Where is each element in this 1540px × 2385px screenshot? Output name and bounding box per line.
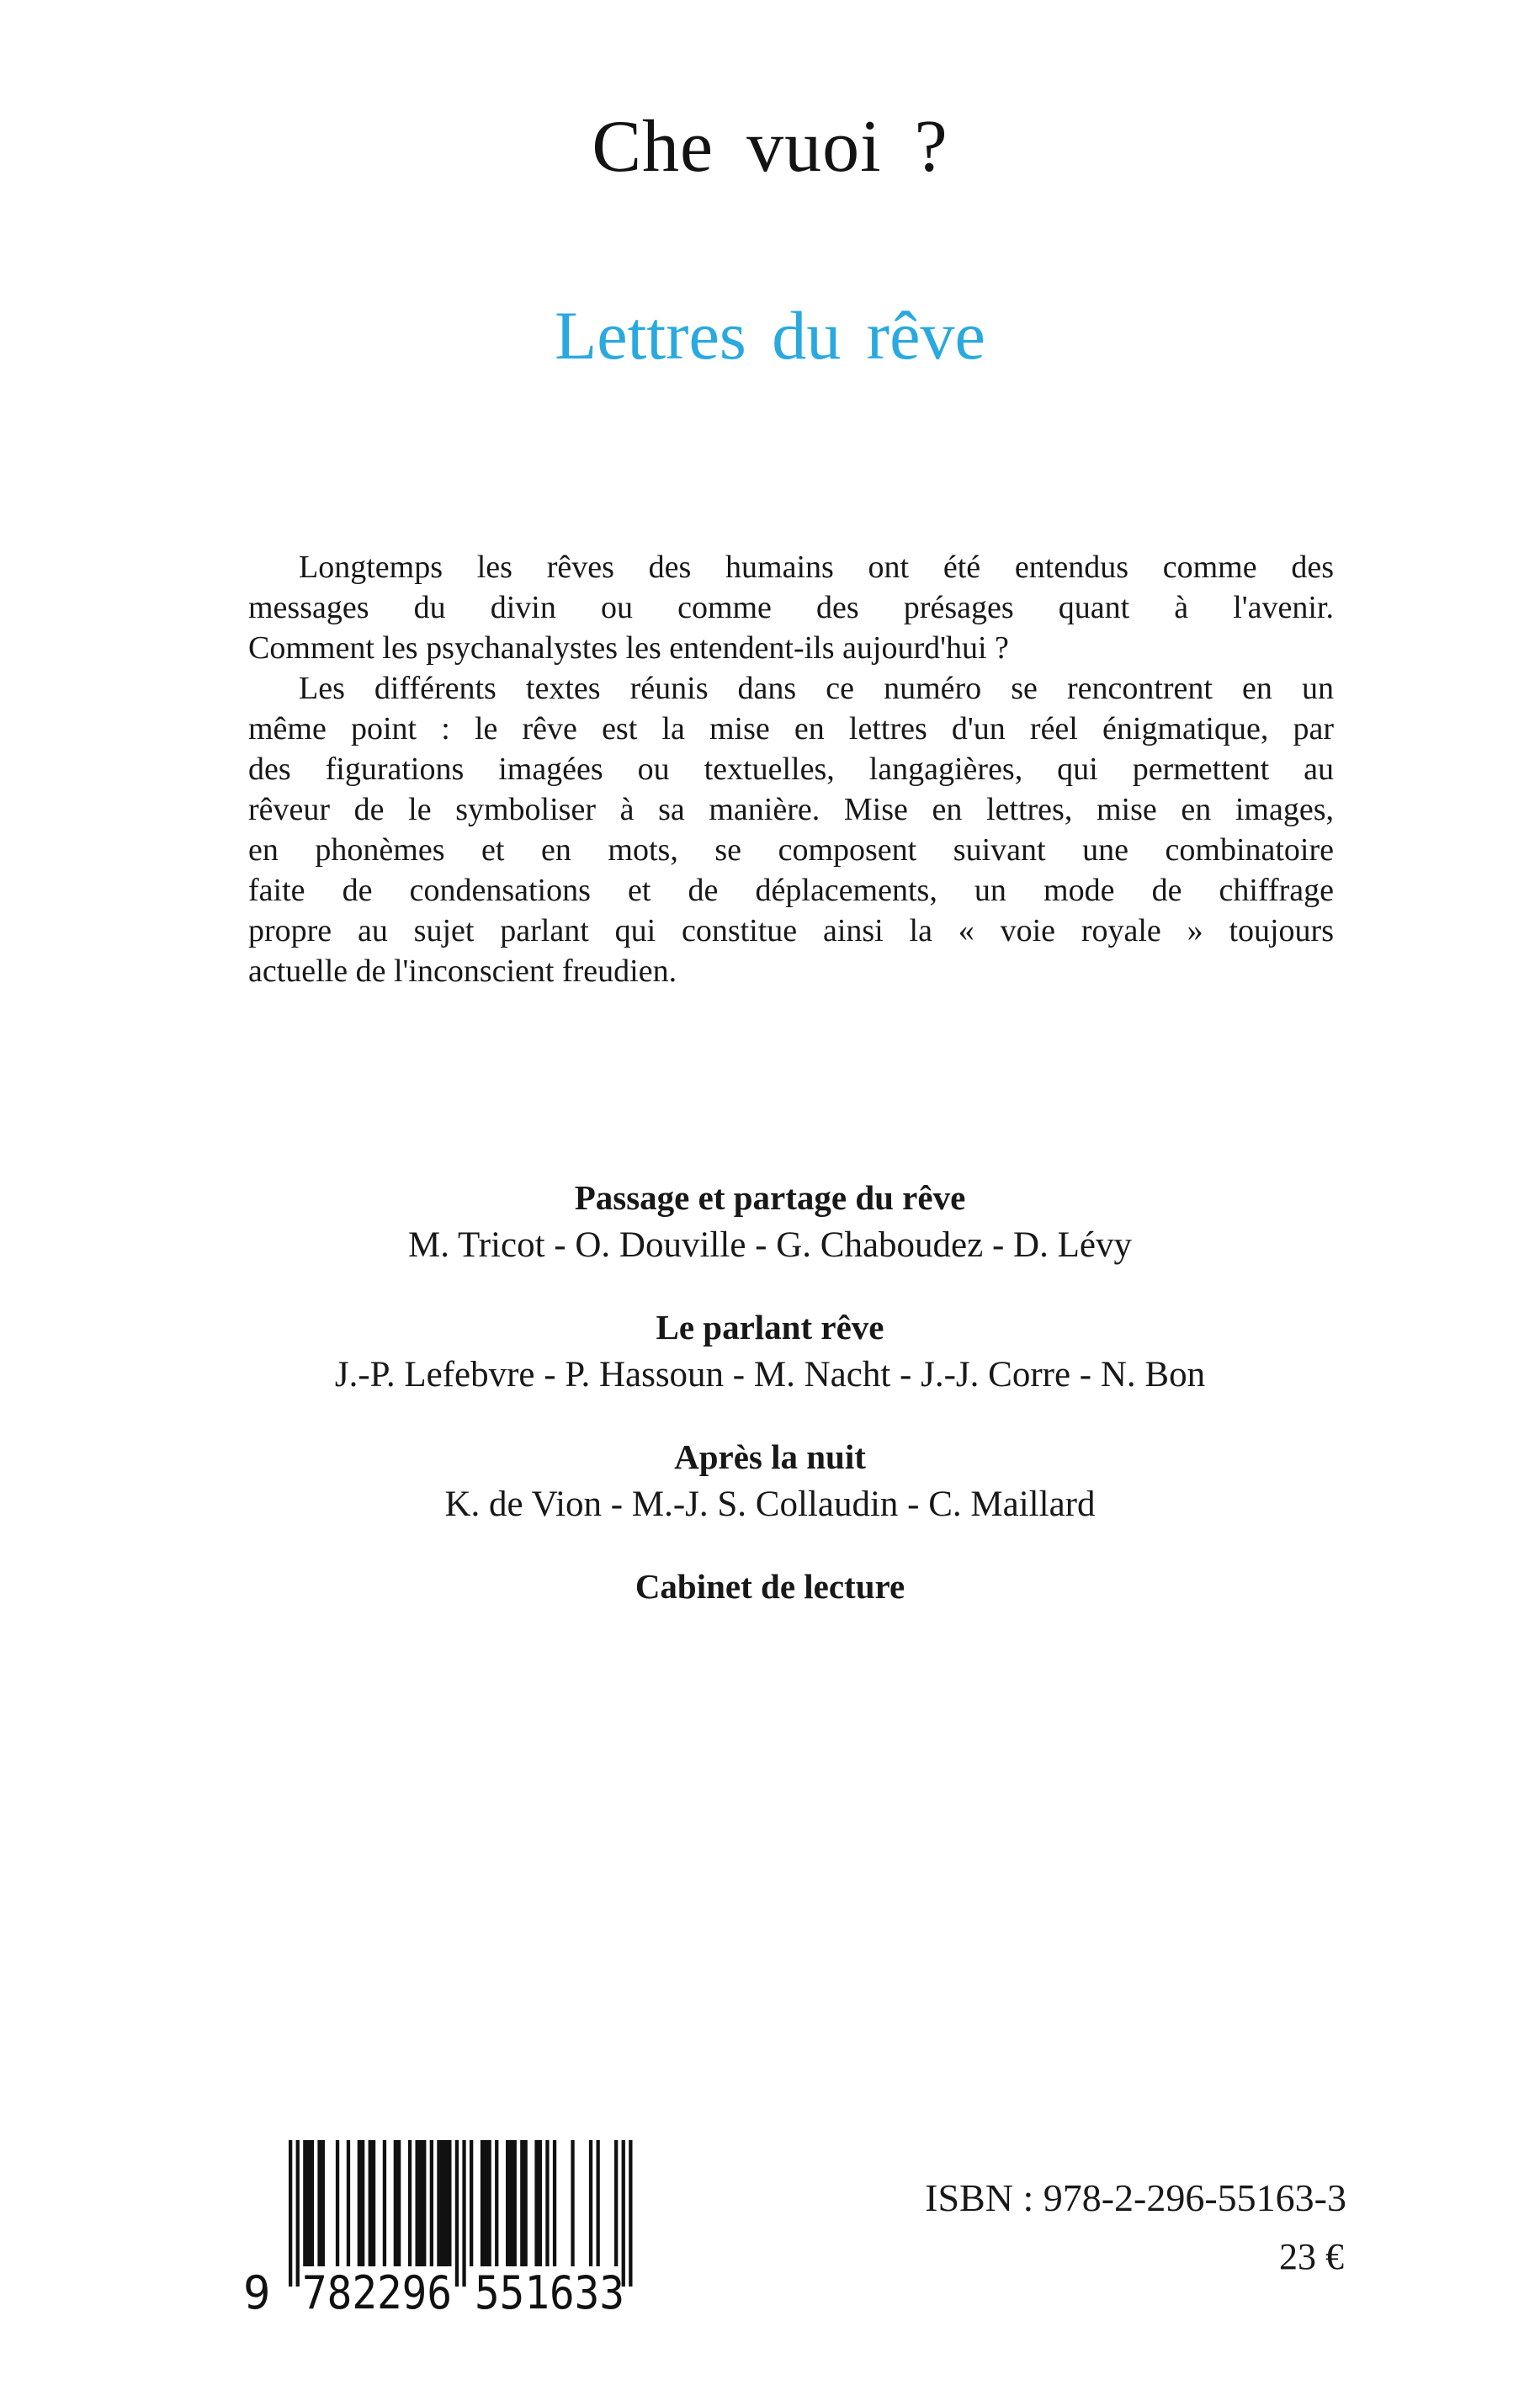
body-text-line: Comment les psychanalystes les entendent-ils aujourd'hui ? bbox=[248, 630, 1009, 666]
book-subtitle: Lettres du rêve bbox=[555, 297, 985, 374]
barcode-bar bbox=[462, 2140, 465, 2287]
contents-section bbox=[0, 1433, 1540, 1529]
body-text-line: rêveur de le symboliser à sa manière. Mise en lettres, mise en images, bbox=[248, 792, 1334, 827]
barcode-bar bbox=[358, 2140, 365, 2266]
body-text-line: messages du divin ou comme des présages quant à l'avenir. bbox=[248, 590, 1334, 625]
body-text-line: propre au sujet parlant qui constitue ainsi la « voie royale » toujours bbox=[248, 913, 1334, 948]
barcode-bar bbox=[520, 2140, 528, 2266]
barcode-bar bbox=[408, 2140, 412, 2266]
barcode-bar bbox=[289, 2140, 292, 2287]
barcode-bar bbox=[622, 2140, 625, 2287]
isbn-text: ISBN : 978-2-296-55163-3 bbox=[925, 2176, 1346, 2219]
barcode-bar bbox=[416, 2140, 427, 2266]
body-text-line: Longtemps les rêves des humains ont été entendus comme des bbox=[299, 550, 1334, 585]
barcode-bar bbox=[614, 2140, 618, 2266]
section-authors: K. de Vion - M.-J. S. Collaudin - C. Maillard bbox=[444, 1485, 1096, 1524]
price-text: 23 € bbox=[1279, 2236, 1344, 2277]
barcode-bar bbox=[430, 2140, 433, 2266]
barcode-bar bbox=[597, 2140, 600, 2266]
body-text-line: même point : le rêve est la mise en lettres d'un réel énigmatique, par bbox=[248, 711, 1334, 746]
contents-section bbox=[0, 1563, 1540, 1610]
contents-section bbox=[0, 1174, 1540, 1270]
barcode-bar bbox=[383, 2140, 386, 2266]
barcode-bar bbox=[455, 2140, 459, 2287]
body-text-line: faite de condensations et de déplacements, un mode de chiffrage bbox=[248, 873, 1334, 908]
contents-section bbox=[0, 1304, 1540, 1400]
section-authors: J.-P. Lefebvre - P. Hassoun - M. Nacht - J.-J. Corre - N. Bon bbox=[334, 1355, 1206, 1394]
barcode-svg bbox=[242, 2140, 645, 2315]
barcode-bar bbox=[296, 2140, 300, 2287]
barcode-bar bbox=[629, 2140, 632, 2287]
section-authors: M. Tricot - O. Douville - G. Chaboudez - D. Lévy bbox=[408, 1225, 1132, 1265]
body-text-line: Les différents textes réunis dans ce numéro se rencontrent en un bbox=[299, 671, 1334, 706]
section-title: Le parlant rêve bbox=[656, 1308, 884, 1347]
barcode-bar bbox=[317, 2140, 325, 2266]
body-text-line: des figurations imagées ou textuelles, langagières, qui permettent au bbox=[248, 752, 1334, 787]
barcode-bar bbox=[470, 2140, 473, 2266]
barcode-bar bbox=[369, 2140, 376, 2266]
barcode bbox=[242, 2140, 645, 2315]
barcode-bar bbox=[303, 2140, 314, 2266]
barcode-bar bbox=[336, 2140, 339, 2266]
paragraph bbox=[248, 668, 1334, 991]
barcode-bar bbox=[481, 2140, 491, 2266]
barcode-digits-right: 551633 bbox=[475, 2266, 624, 2315]
barcode-bar bbox=[589, 2140, 592, 2266]
barcode-bar bbox=[394, 2140, 401, 2266]
barcode-bar bbox=[545, 2140, 549, 2266]
description bbox=[248, 547, 1334, 991]
body-text-line: actuelle de l'inconscient freudien. bbox=[248, 953, 677, 989]
body-text-line: en phonèmes et en mots, se composent suivant une combinatoire bbox=[248, 832, 1334, 868]
barcode-bar bbox=[437, 2140, 451, 2266]
barcode-bar bbox=[571, 2140, 574, 2266]
barcode-bar bbox=[553, 2140, 556, 2266]
barcode-digits-first: 9 bbox=[243, 2266, 271, 2315]
barcode-bar bbox=[506, 2140, 517, 2266]
section-title: Passage et partage du rêve bbox=[574, 1178, 966, 1217]
section-title: Après la nuit bbox=[674, 1437, 866, 1476]
section-title: Cabinet de lecture bbox=[635, 1567, 905, 1606]
book-title: Che vuoi ? bbox=[592, 106, 948, 188]
paragraph bbox=[248, 547, 1334, 668]
barcode-bar bbox=[347, 2140, 350, 2266]
barcode-bar bbox=[534, 2140, 542, 2266]
barcode-bar bbox=[495, 2140, 498, 2266]
contents bbox=[0, 1174, 1540, 1644]
barcode-digits-left: 782296 bbox=[302, 2266, 452, 2315]
